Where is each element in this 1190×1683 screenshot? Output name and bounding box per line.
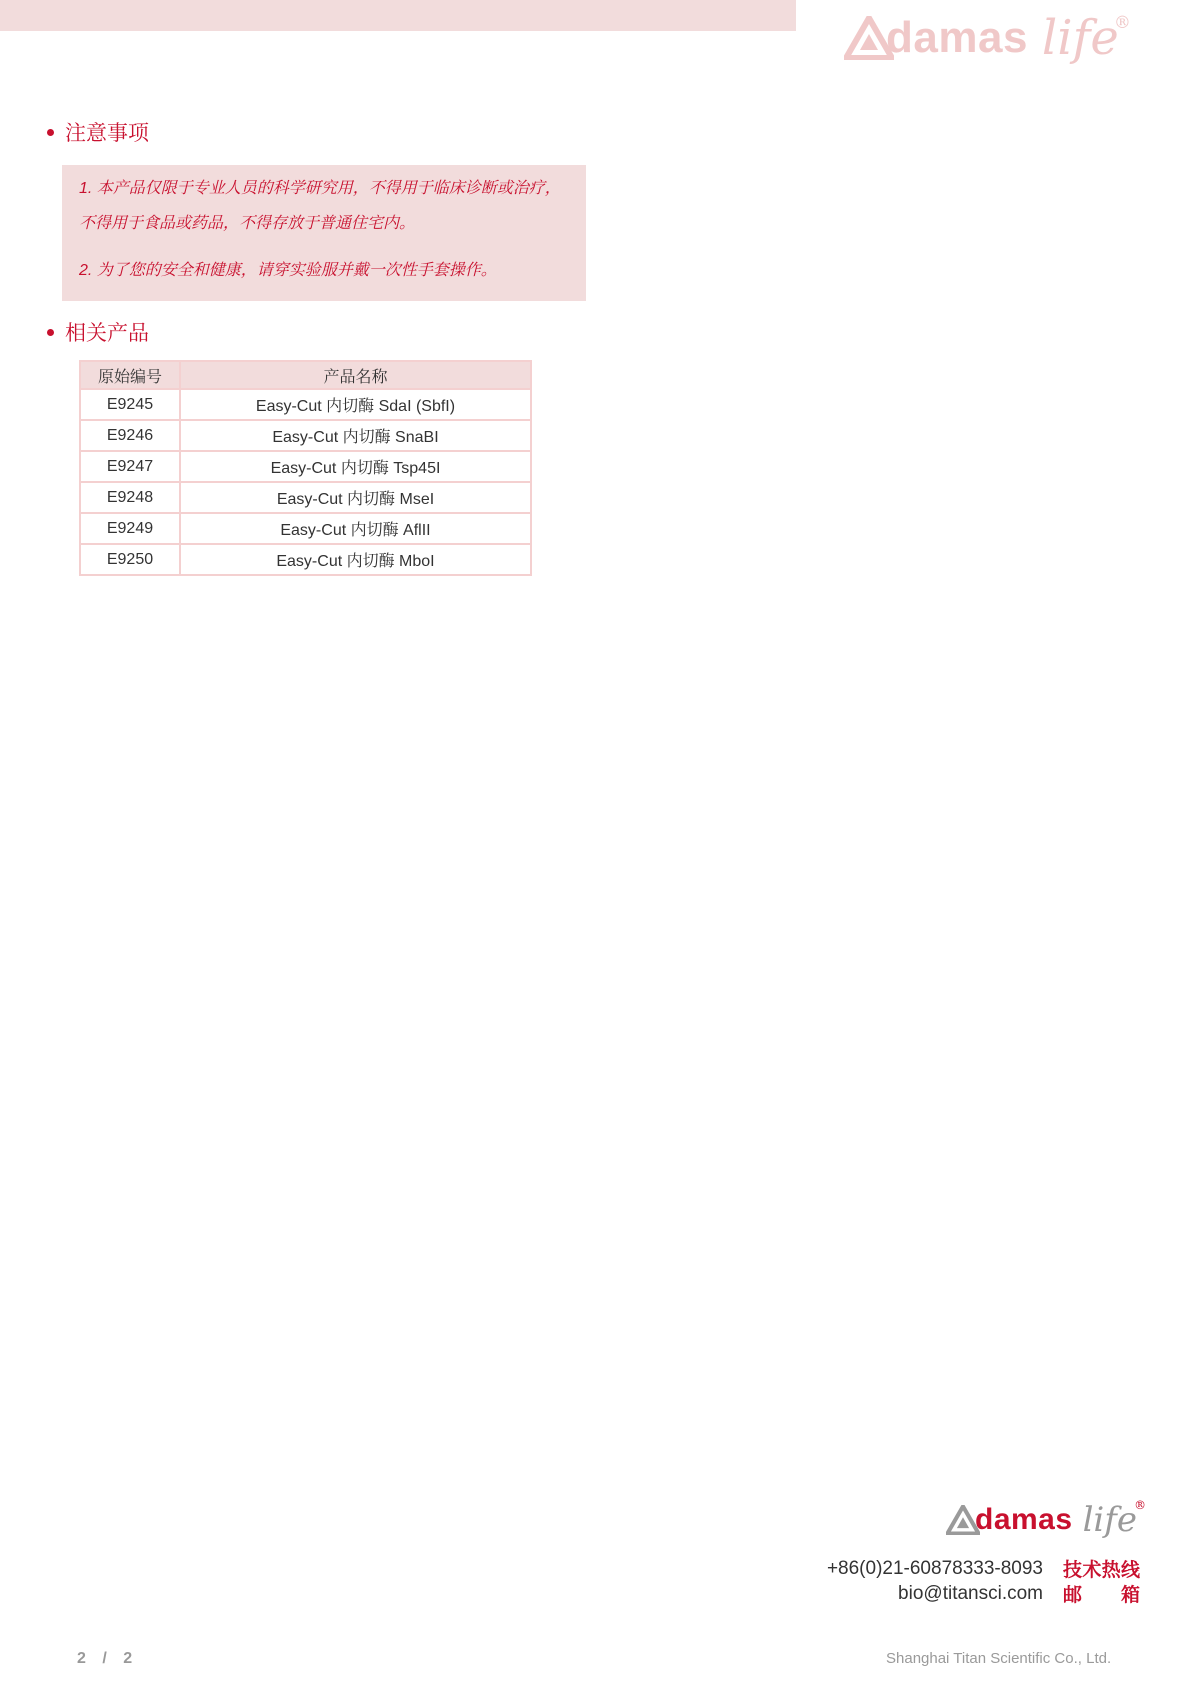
product-name: Easy-Cut 内切酶 Tsp45I bbox=[180, 451, 531, 482]
logo-script-text: life ® bbox=[1082, 1498, 1147, 1540]
table-header-row bbox=[80, 361, 531, 389]
footer-logo bbox=[946, 1498, 1147, 1540]
notice-line-3: 2. 为了您的安全和健康，请穿实验服并戴一次性手套操作。 bbox=[79, 262, 497, 279]
logo-script-text: life ® bbox=[1041, 10, 1131, 66]
phone-number: +86(0)21-60878333-8093 bbox=[826, 1557, 1043, 1579]
logo-brand-text: damas bbox=[886, 13, 1028, 62]
company-name: Shanghai Titan Scientific Co., Ltd. bbox=[886, 1650, 1112, 1667]
phone-label: 技术热线 bbox=[1063, 1560, 1140, 1581]
registered-mark: ® bbox=[1134, 1498, 1147, 1512]
table-row bbox=[80, 482, 531, 513]
page-number: 2 / 2 bbox=[77, 1650, 139, 1667]
logo-brand-text: damas bbox=[975, 1503, 1073, 1536]
related-products-table bbox=[79, 360, 532, 576]
table-row bbox=[80, 389, 531, 420]
column-header-name: 产品名称 bbox=[180, 361, 531, 389]
header-band bbox=[0, 0, 796, 31]
email-address: bio@titansci.com bbox=[898, 1582, 1043, 1604]
table-row bbox=[80, 451, 531, 482]
contact-email-row bbox=[800, 1581, 1140, 1606]
registered-mark: ® bbox=[1114, 12, 1131, 32]
notice-line-2: 不得用于食品或药品，不得存放于普通住宅内。 bbox=[79, 215, 416, 232]
product-name: Easy-Cut 内切酶 MboI bbox=[180, 544, 531, 575]
contact-phone-row bbox=[800, 1556, 1140, 1581]
product-name: Easy-Cut 内切酶 SdaI (SbfI) bbox=[180, 389, 531, 420]
product-code: E9248 bbox=[80, 482, 180, 513]
product-name: Easy-Cut 内切酶 MseI bbox=[180, 482, 531, 513]
notice-heading bbox=[47, 117, 149, 147]
product-code: E9246 bbox=[80, 420, 180, 451]
product-code: E9247 bbox=[80, 451, 180, 482]
table-row bbox=[80, 544, 531, 575]
bullet-icon bbox=[47, 129, 54, 136]
email-label: 邮箱 bbox=[1063, 1585, 1140, 1606]
product-code: E9245 bbox=[80, 389, 180, 420]
product-code: E9250 bbox=[80, 544, 180, 575]
notice-line-1: 1. 本产品仅限于专业人员的科学研究用，不得用于临床诊断或治疗， bbox=[79, 180, 561, 197]
header-logo bbox=[844, 10, 1131, 66]
product-name: Easy-Cut 内切酶 SnaBI bbox=[180, 420, 531, 451]
related-heading-text: 相关产品 bbox=[65, 322, 149, 345]
contact-block bbox=[800, 1556, 1140, 1606]
table-row bbox=[80, 513, 531, 544]
product-name: Easy-Cut 内切酶 AflII bbox=[180, 513, 531, 544]
notice-heading-text: 注意事项 bbox=[65, 122, 149, 145]
product-code: E9249 bbox=[80, 513, 180, 544]
related-heading bbox=[47, 317, 149, 347]
column-header-code: 原始编号 bbox=[80, 361, 180, 389]
bullet-icon bbox=[47, 329, 54, 336]
notice-box bbox=[62, 165, 586, 301]
table-row bbox=[80, 420, 531, 451]
